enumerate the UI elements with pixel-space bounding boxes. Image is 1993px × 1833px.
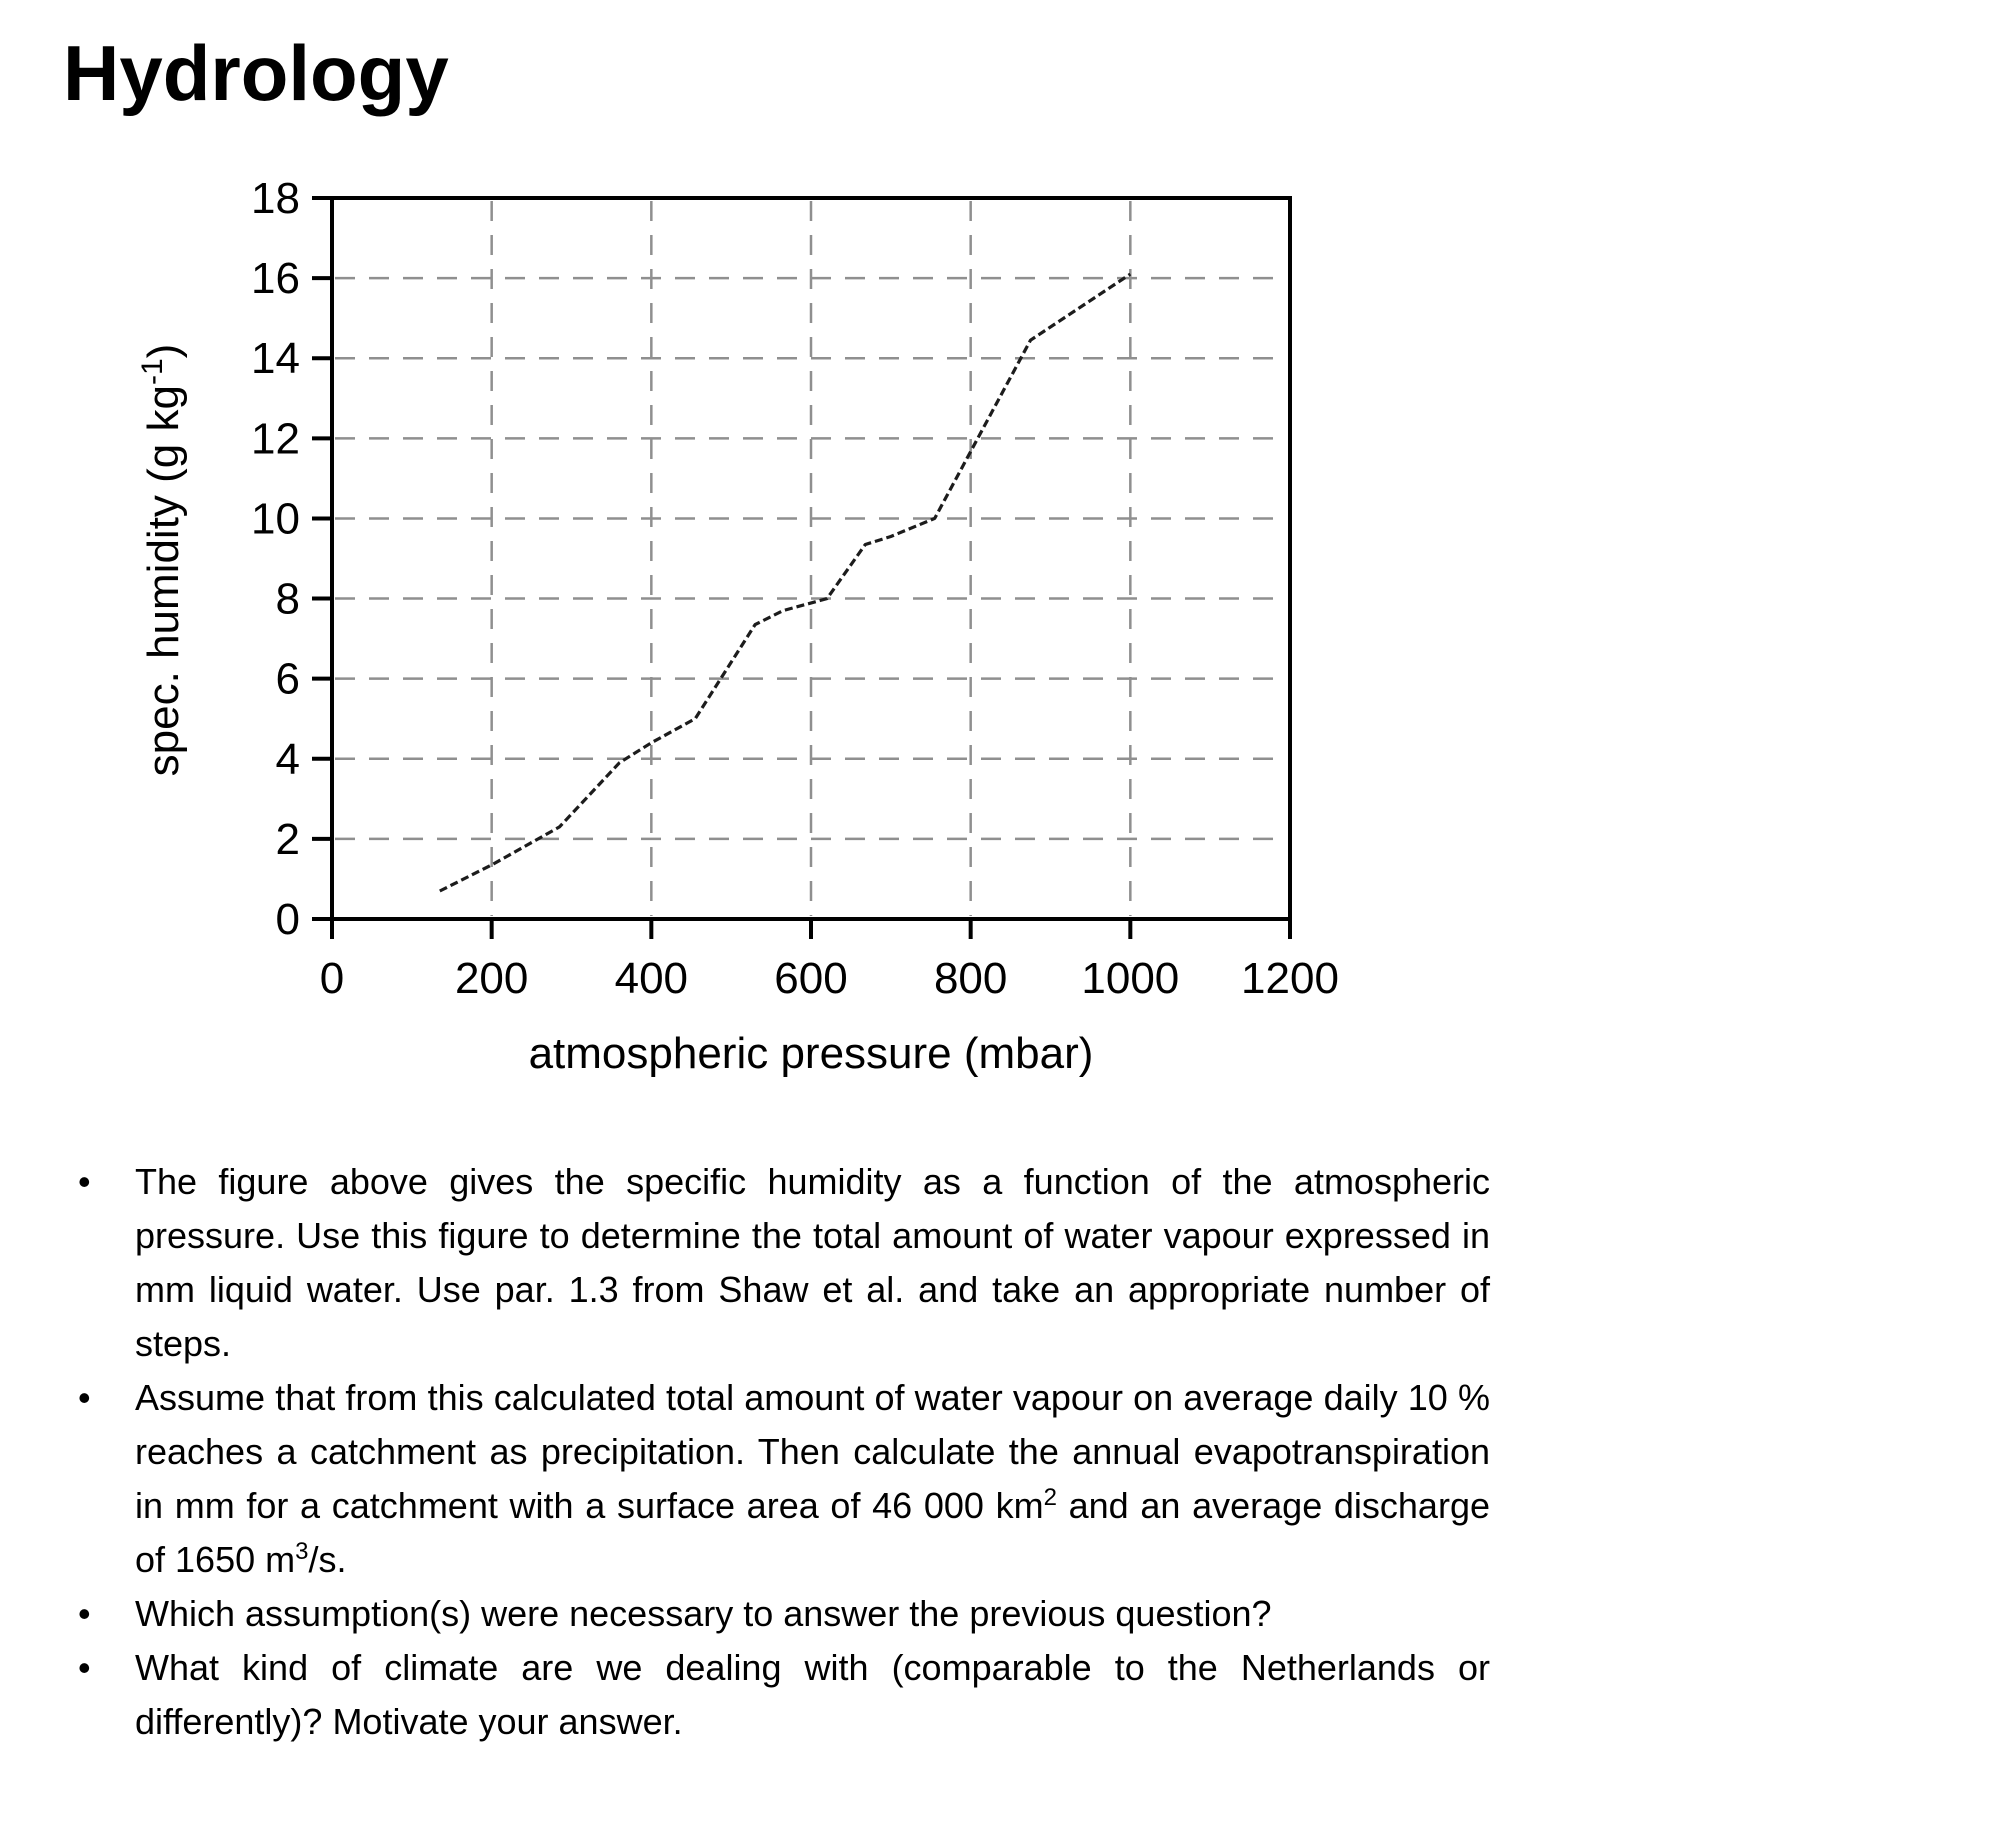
humidity-pressure-chart: [0, 0, 1560, 1110]
y-tick-label: 6: [275, 654, 300, 704]
y-tick-label: 14: [251, 334, 300, 384]
y-tick-label: 8: [275, 574, 300, 624]
y-tick-label: 4: [275, 734, 300, 784]
y-tick-label: 12: [251, 414, 300, 464]
y-tick-label: 18: [251, 174, 300, 223]
page-title: Hydrology: [63, 29, 449, 117]
bullet-marker: •: [78, 1377, 91, 1418]
x-tick-label: 1000: [1081, 954, 1180, 1003]
x-tick-label: 400: [614, 954, 689, 1003]
superscript: 3: [295, 1538, 309, 1565]
axis-ticks: [312, 198, 1290, 939]
bullet-marker: •: [78, 1161, 91, 1202]
x-tick-label: 800: [933, 954, 1008, 1003]
y-tick-label: 0: [275, 895, 300, 944]
x-axis-title: atmospheric pressure (mbar): [528, 1029, 1094, 1078]
humidity-curve: [440, 274, 1131, 891]
bullet-text: The figure above gives the specific humidity as a function of the atmospheric pressure. Use this figure to determine the total amount of water vapour expressed in mm liquid water. Use par. 1.3 from Shaw et al. and take an appropriate number of steps.: [135, 1161, 1490, 1364]
bullet-item: [78, 1155, 1490, 1371]
x-tick-label: 600: [774, 954, 848, 1003]
bullet-text: What kind of climate are we dealing with (comparable to the Netherlands or differently)? Motivate your answer.: [135, 1647, 1490, 1742]
bullet-marker: •: [78, 1647, 91, 1688]
bullet-item: [78, 1587, 1490, 1641]
bullet-item: [78, 1641, 1490, 1749]
x-tick-label: 1200: [1241, 954, 1339, 1003]
bullet-marker: •: [78, 1593, 91, 1634]
bullet-text: Assume that from this calculated total amount of water vapour on average daily 10 % reaches a catchment as precipitation. Then calculate the annual evapotranspiration in mm for a catchment with a surface area of 46 000 $km^2$ and an average discharge of 1650 $m^3/s$.: [135, 1377, 1490, 1580]
y-tick-label: 16: [251, 254, 300, 304]
x-tick-label: 0: [319, 954, 345, 1003]
bullet-item: [78, 1371, 1490, 1587]
bullet-text: Which assumption(s) were necessary to answer the previous question?: [135, 1593, 1272, 1634]
x-tick-label: 200: [454, 954, 529, 1003]
bullet-list: [78, 1155, 1490, 1749]
gridlines: [335, 201, 1287, 916]
y-tick-label: 2: [275, 814, 300, 864]
y-axis-title: spec. humidity (g $kg^{-1}$): [136, 343, 188, 777]
y-tick-label: 10: [251, 494, 300, 544]
superscript: 2: [1043, 1484, 1057, 1511]
tick-labels: [251, 174, 1339, 1003]
